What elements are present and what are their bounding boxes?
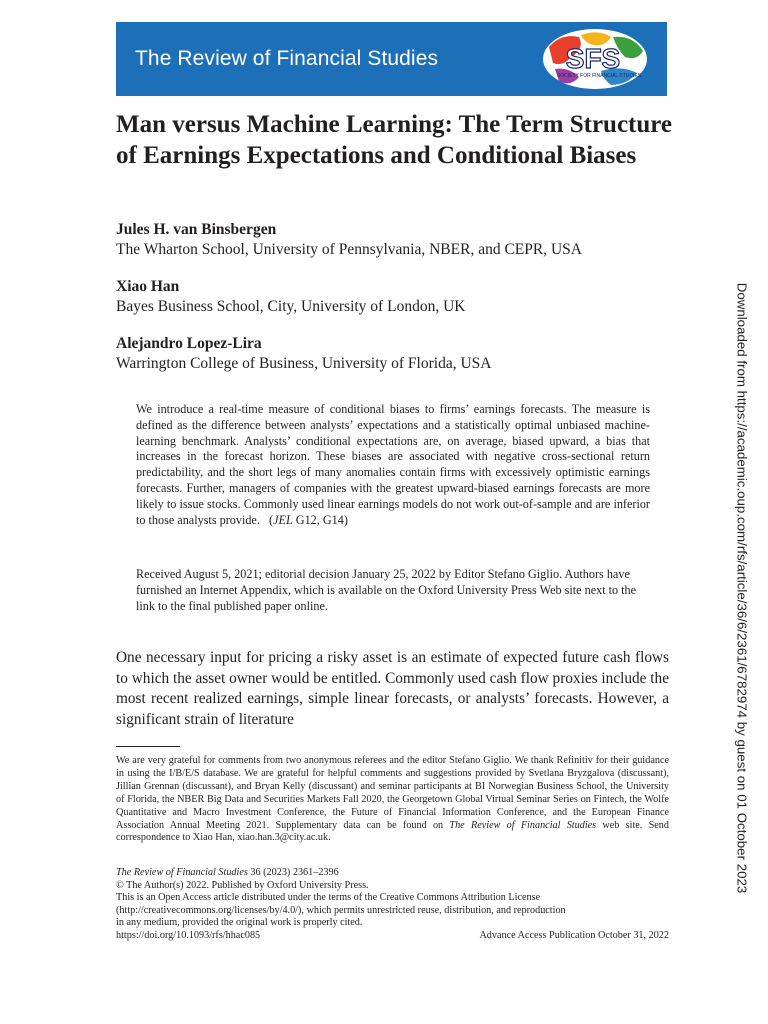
citation-journal: The Review of Financial Studies	[116, 867, 248, 878]
author-name: Alejandro Lopez-Lira	[116, 335, 262, 352]
license-line: in any medium, provided the original work is properly cited.	[116, 917, 363, 929]
author-affiliation: Warrington College of Business, University of Florida, USA	[116, 355, 492, 372]
footnote-divider	[116, 746, 180, 747]
body-paragraph: One necessary input for pricing a risky asset is an estimate of expected future cash flows to which the asset owner would be entitled. Commonly used cash flow proxies include the most recent realized earnings, simple linear forecasts, or analysts’ forecasts. However, a significant strain of literature	[116, 649, 669, 728]
footnote-journal-name: The Review of Financial Studies	[449, 819, 597, 831]
license-line: (http://creativecommons.org/licenses/by/4.0/), which permits unrestricted reuse, distribution, and reproduction	[116, 904, 566, 916]
author-affiliation: The Wharton School, University of Pennsylvania, NBER, and CEPR, USA	[116, 241, 582, 258]
journal-title: The Review of Financial Studies	[135, 47, 439, 70]
author-name: Xiao Han	[116, 278, 180, 295]
svg-text:SOCIETY FOR FINANCIAL STUDIES: SOCIETY FOR FINANCIAL STUDIES	[556, 73, 642, 79]
footnote-text: We are very grateful for comments from two anonymous referees and the editor Stefano Giglio. We thank Refinitiv for their guidance in using the I/B/E/S database. We are grateful for helpful comments and suggestions provided by Svetlana Bryzgalova (discussant), Jillian Grennan (discussant), and Bryan Kelly (discussant) and seminar participants at BI Norwegian Business School, the University of Florida, the NBER Big Data and Securities Markets Fall 2020, the Georgetown Global Virtual Seminar Series on Fintech, the Wolfe Quantitative and Macro Investment Conference, the Future of Financial Information Conference, and the European Finance Association Annual Meeting 2021. Supplementary data can be found on	[116, 755, 669, 831]
license-line: This is an Open Access article distributed under the terms of the Creative Commons Attribution License	[116, 892, 541, 904]
paper-title: Man versus Machine Learning: The Term Structure of Earnings Expectations and Conditional Biases	[116, 111, 673, 169]
copyright-line: © The Author(s) 2022. Published by Oxford University Press.	[116, 879, 369, 891]
author-block	[116, 277, 465, 317]
citation-volume: 36 (2023) 2361–2396	[247, 867, 339, 878]
abstract: We introduce a real-time measure of conditional biases to firms’ earnings forecasts. The measure is defined as the difference between analysts’ expectations and a statistically optimal unbiased machine-learning benchmark. Analysts’ conditional expectations are, on average, biased upward, a bias that increases in the forecast horizon. These biases are associated with negative cross-sectional return predictability, and the short legs of many anomalies contain firms with excessively optimistic earnings forecasts. Further, managers of companies with the greatest upward-biased earnings forecasts are more likely to issue stocks. Commonly used linear earnings models do not work out-of-sample and are inferior to those analysts provide. (JEL G12, G14)	[136, 402, 650, 527]
abstract-text: We introduce a real-time measure of conditional biases to firms’ earnings forecasts. The measure is defined as the difference between analysts’ expectations and a statistically optimal unbiased machine-learning benchmark. Analysts’ conditional expectations are, on average, biased upward, a bias that increases in the forecast horizon. These biases are associated with negative cross-sectional return predictability, and the short legs of many anomalies contain firms with excessively optimistic earnings forecasts. Further, managers of companies with the greatest upward-biased earnings forecasts are more likely to issue stocks. Commonly used linear earnings models do not work out-of-sample and are inferior to those analysts provide.	[136, 402, 650, 527]
advance-access-note: Advance Access Publication October 31, 2022	[479, 929, 669, 941]
doi-link[interactable]: https://doi.org/10.1093/rfs/hhac085	[116, 929, 261, 941]
download-watermark: Downloaded from https://academic.oup.com/rfs/article/36/6/2361/6782974 by guest on 01 October 2023	[734, 282, 750, 894]
jel-codes: G12, G14	[295, 512, 344, 527]
author-block	[116, 334, 491, 374]
author-affiliation: Bayes Business School, City, University of London, UK	[116, 298, 466, 315]
acknowledgment-footnote	[116, 755, 669, 845]
received-note: Received August 5, 2021; editorial decision January 25, 2022 by Editor Stefano Giglio. Authors have furnished an Internet Appendix, which is available on the Oxford University Press Web site next to the link to the final published paper online.	[136, 567, 637, 613]
jel-label: JEL	[273, 512, 293, 527]
citation-line	[116, 867, 669, 880]
sfs-logo	[541, 27, 649, 91]
author-name: Jules H. van Binsbergen	[116, 221, 277, 238]
footnote-text-end: web site. Send correspondence to Xiao Han, xiao.han.3@city.ac.uk.	[116, 819, 669, 844]
author-block	[116, 220, 582, 260]
journal-banner	[116, 22, 667, 96]
doi-row	[116, 930, 669, 943]
svg-text:SFS: SFS	[565, 43, 621, 74]
publication-info	[116, 867, 669, 943]
